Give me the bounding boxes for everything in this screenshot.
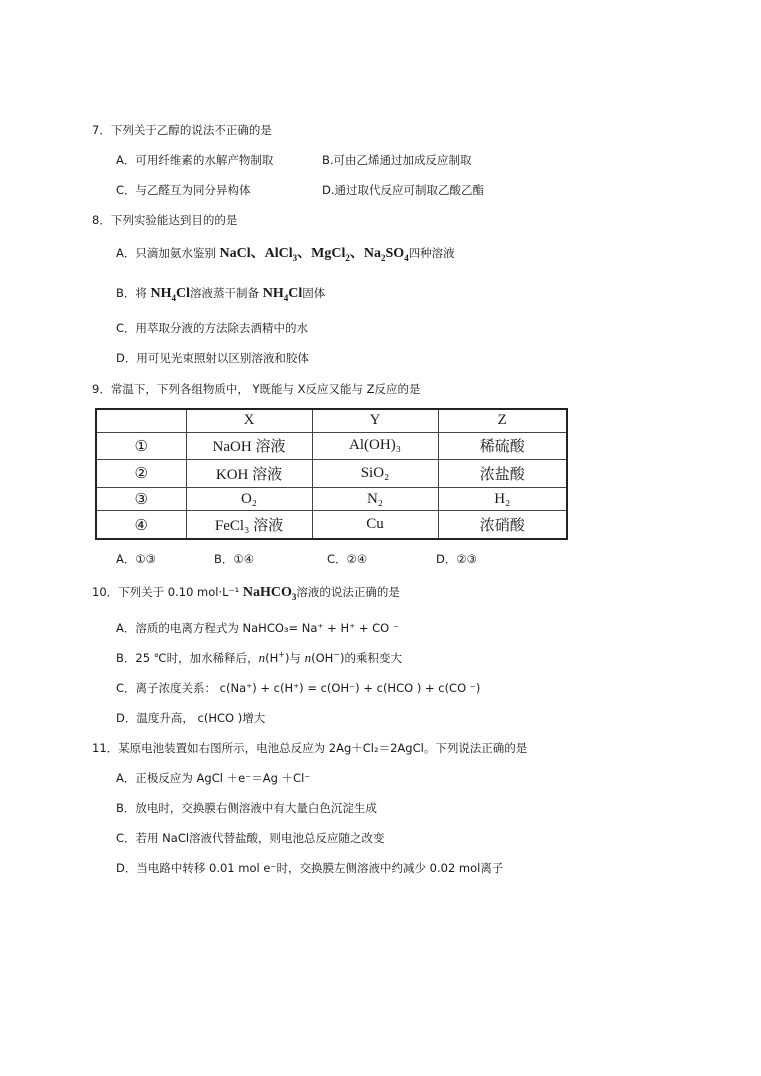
q10-option-b-suffix: 的乘积变大 — [344, 651, 402, 665]
table-cell: 浓硝酸 — [438, 511, 567, 539]
table-header-cell: X — [186, 409, 312, 432]
q10-chem-nahco3: NaHCO$_3$ — [242, 585, 297, 602]
q10-stem-suffix: 溶液的说法正确的是 — [296, 585, 400, 599]
q10-expr: n(H+)与 n(OH−) — [258, 650, 345, 665]
q10-option-b — [116, 650, 402, 666]
table-cell: Al(OH)₃ — [312, 432, 438, 460]
q8-option-b-prefix: B．将 — [116, 286, 147, 300]
q11-option-d: D．当电路中转移 0.01 mol e⁻时，交换膜左侧溶液中约减少 0.02 mol离子 — [116, 861, 504, 875]
q9-option-b: B．①④ — [214, 552, 255, 566]
q11-stem: 11．某原电池装置如右图所示，电池总反应为 2Ag＋Cl₂＝2AgCl。下列说法正确的是 — [92, 741, 528, 755]
q11-option-a: A．正极反应为 AgCl ＋e⁻＝Ag ＋Cl⁻ — [116, 771, 311, 785]
q9-option-c: C．②④ — [327, 552, 368, 566]
q8-option-b-mid: 溶液蒸干制备 — [190, 286, 260, 300]
q10-option-d: D．温度升高， c(HCO )增大 — [116, 711, 266, 725]
q8-chem-nh4cl-2: $NH_4Cl$ — [262, 286, 303, 303]
q8-chem-list: NaCl、AlCl$_3$、MgCl$_2$、$Na_2SO_4$ — [219, 246, 409, 263]
table-cell: Cu — [312, 511, 438, 539]
q9-option-d: D．②③ — [436, 552, 477, 566]
q8-option-c: C．用萃取分液的方法除去酒精中的水 — [116, 321, 309, 335]
q9-stem: 9．常温下，下列各组物质中， Y既能与 X反应又能与 Z反应的是 — [92, 382, 421, 396]
table-header-cell: Y — [312, 409, 438, 432]
q10-stem-prefix: 10．下列关于 0.10 mol·L⁻¹ — [92, 585, 240, 599]
q10-option-b-prefix: B．25 ℃时，加水稀释后， — [116, 651, 259, 665]
q8-chem-nh4cl: $NH_4Cl$ — [150, 286, 191, 303]
q10-option-a: A．溶质的电离方程式为 NaHCO₃= Na⁺ + H⁺ + CO ⁻ — [116, 621, 399, 635]
q8-option-d: D．用可见光束照射以区别溶液和胶体 — [116, 351, 309, 365]
q7-option-b: B.可由乙烯通过加成反应制取 — [322, 153, 472, 167]
table-header-cell: Z — [438, 409, 567, 432]
q8-option-a — [116, 245, 455, 262]
table-cell: FeCl₃ 溶液 — [186, 511, 312, 539]
q7-option-c: C．与乙醛互为同分异构体 — [116, 183, 251, 197]
q8-option-b — [116, 285, 325, 302]
q11-option-c: C．若用 NaCl溶液代替盐酸，则电池总反应随之改变 — [116, 831, 385, 845]
table-cell: O₂ — [186, 487, 312, 511]
table-cell: ③ — [96, 487, 186, 511]
q8-option-a-prefix: A．只滴加氨水鉴别 — [116, 246, 216, 260]
q9-option-a: A．①③ — [116, 552, 156, 566]
table-cell: ② — [96, 460, 186, 488]
q10-option-c: C．离子浓度关系： c(Na⁺) + c(H⁺) = c(OH⁻) + c(HCO ) + c(CO ⁻) — [116, 681, 481, 695]
table-cell: N₂ — [312, 487, 438, 511]
table-cell: ① — [96, 432, 186, 460]
table-row — [96, 432, 567, 460]
table-header-row — [96, 409, 567, 432]
q9-table — [95, 408, 568, 540]
table-row — [96, 511, 567, 539]
q11-option-b: B．放电时，交换膜右侧溶液中有大量白色沉淀生成 — [116, 801, 377, 815]
table-cell: 浓盐酸 — [438, 460, 567, 488]
table-cell: KOH 溶液 — [186, 460, 312, 488]
q8-option-a-suffix: 四种溶液 — [408, 246, 455, 260]
q10-stem — [92, 584, 400, 601]
table-cell: NaOH 溶液 — [186, 432, 312, 460]
table-row — [96, 487, 567, 511]
table-header-cell — [96, 409, 186, 432]
q7-option-a: A．可用纤维素的水解产物制取 — [116, 153, 274, 167]
q7-option-d: D.通过取代反应可制取乙酸乙酯 — [322, 183, 485, 197]
table-row — [96, 460, 567, 488]
q8-stem: 8．下列实验能达到目的的是 — [92, 213, 238, 227]
table-cell: H₂ — [438, 487, 567, 511]
table-cell: 稀硫酸 — [438, 432, 567, 460]
table-cell: SiO₂ — [312, 460, 438, 488]
q8-option-b-suffix: 固体 — [302, 286, 326, 300]
table-cell: ④ — [96, 511, 186, 539]
q7-stem: 7．下列关于乙醇的说法不正确的是 — [92, 123, 272, 137]
